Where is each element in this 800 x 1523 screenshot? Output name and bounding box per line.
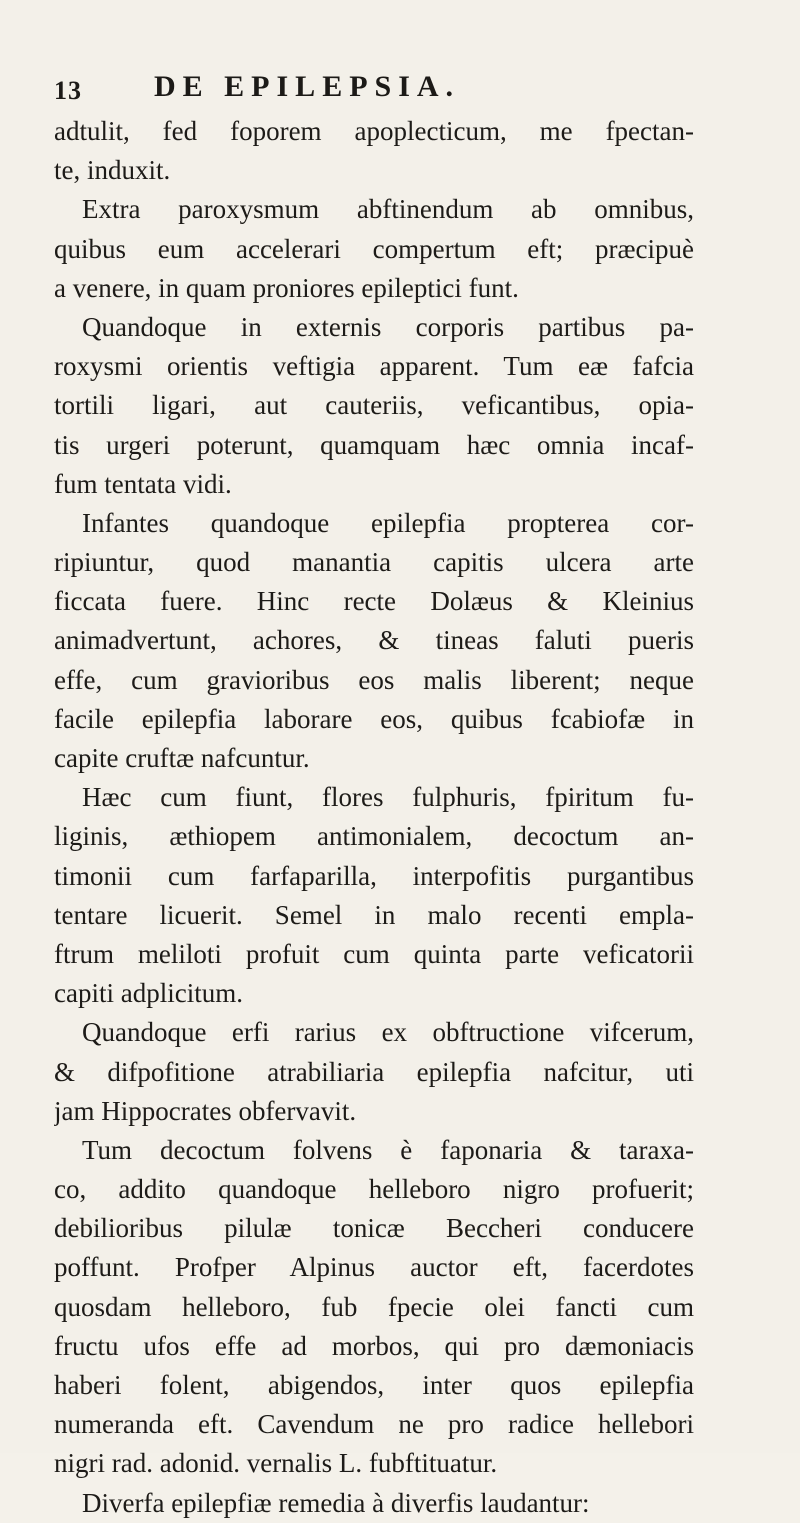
text-line: co, addito quandoque helleboro nigro profuerit;: [54, 1174, 694, 1205]
text-line: effe, cum gravioribus eos malis liberent; neque: [54, 664, 694, 695]
text-line: liginis, æthiopem antimonialem, decoctum an-: [54, 821, 694, 852]
text-line: adtulit, fed foporem apoplecticum, me fpectan-: [54, 116, 694, 146]
text-line: & difpofitione atrabiliaria epilepfia nafcitur, uti: [54, 1056, 694, 1087]
body-text: [54, 112, 694, 1523]
text-line: roxysmi orientis veftigia apparent. Tum eæ fafcia: [54, 351, 694, 382]
text-line: poffunt. Profper Alpinus auctor eft, facerdotes: [54, 1252, 694, 1283]
text-line: ftrum meliloti profuit cum quinta parte veficatorii: [54, 938, 694, 969]
text-line: Quandoque erfi rarius ex obftructione vifcerum,: [82, 1017, 694, 1048]
text-line: Diverfa epilepfiæ remedia à diverfis laudantur:: [82, 1487, 590, 1518]
page-header: [54, 70, 674, 110]
text-line: facile epilepfia laborare eos, quibus fcabiofæ in: [54, 703, 694, 734]
text-line: tortili ligari, aut cauteriis, veficantibus, opia-: [54, 390, 694, 421]
text-line: te, induxit.: [54, 155, 171, 186]
text-line: haberi folent, abigendos, inter quos epilepfia: [54, 1370, 694, 1400]
text-line: nigri rad. adonid. vernalis L. fubftituatur.: [54, 1448, 498, 1479]
text-line: Quandoque in externis corporis partibus pa-: [82, 311, 694, 342]
text-line: animadvertunt, achores, & tineas faluti pueris: [54, 625, 694, 656]
running-head: DE EPILEPSIA.: [154, 70, 461, 103]
text-line: timonii cum farfaparilla, interpofitis purgantibus: [54, 860, 694, 891]
text-line: numeranda eft. Cavendum ne pro radice hellebori: [54, 1409, 694, 1440]
page-number: 13: [54, 76, 82, 105]
text-line: jam Hippocrates obfervavit.: [54, 1095, 357, 1126]
text-line: a venere, in quam proniores epileptici funt.: [54, 272, 519, 303]
text-line: Extra paroxysmum abftinendum ab omnibus,: [82, 194, 694, 225]
text-line: debilioribus pilulæ tonicæ Beccheri conducere: [54, 1213, 694, 1244]
text-line: fructu ufos effe ad morbos, qui pro dæmoniacis: [54, 1330, 694, 1361]
text-line: capiti adplicitum.: [54, 978, 243, 1009]
text-line: tentare licuerit. Semel in malo recenti empla-: [54, 899, 694, 930]
text-line: ficcata fuere. Hinc recte Dolæus & Kleinius: [54, 586, 694, 617]
text-line: Hæc cum fiunt, flores fulphuris, fpiritum fu-: [82, 782, 694, 813]
text-line: fum tentata vidi.: [54, 468, 232, 499]
text-line: ripiuntur, quod manantia capitis ulcera arte: [54, 547, 694, 578]
text-line: quibus eum accelerari compertum eft; præcipuè: [54, 233, 694, 264]
text-line: quosdam helleboro, fub fpecie olei fancti cum: [54, 1291, 694, 1322]
text-line: tis urgeri poterunt, quamquam hæc omnia incaf-: [54, 429, 694, 460]
text-line: Tum decoctum folvens è faponaria & taraxa-: [82, 1134, 694, 1165]
text-line: Infantes quandoque epilepfia propterea cor-: [82, 507, 694, 538]
text-line: capite cruftæ nafcuntur.: [54, 743, 310, 773]
